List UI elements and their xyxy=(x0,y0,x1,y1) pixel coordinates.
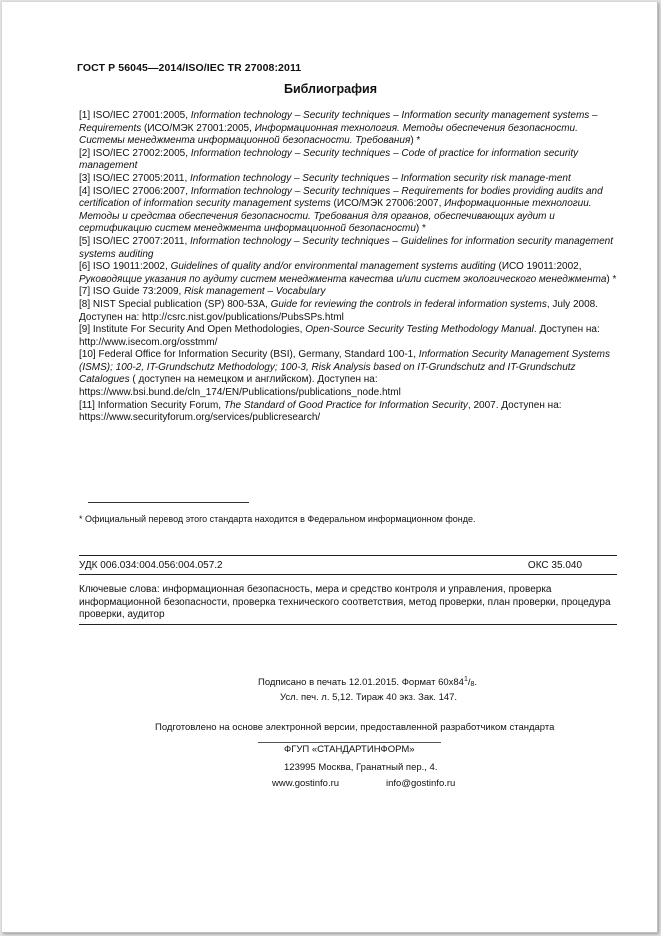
entry-title: Guide for reviewing the controls in federal information systems xyxy=(270,298,547,310)
entry-text: ISO/IEC 27006:2007, xyxy=(90,185,191,197)
entry-text: (ИСО 19011:2002, xyxy=(495,261,582,273)
entry-text: ISO Guide 73:2009, xyxy=(90,286,185,298)
entry-text: ISO/IEC 27007:2011, xyxy=(90,235,191,247)
bibliography-entry xyxy=(79,236,619,261)
entry-number: [7] xyxy=(79,286,91,298)
bibliography-entry xyxy=(79,173,619,186)
entry-text: . Доступен на: http://www.isecom.org/osstmm/ xyxy=(79,324,600,348)
entry-text: Federal Office for Information Security (BSI), Germany, Standard 100-1, xyxy=(95,349,419,361)
entry-title: Guidelines of quality and/or environmental management systems auditing xyxy=(170,261,496,273)
format-end: . xyxy=(474,677,478,688)
publisher-address: 123995 Москва, Гранатный пер., 4. xyxy=(284,762,438,773)
entry-text: ( доступен на немецком и английском). Доступен на: https://www.bsi.bund.de/cln_174/EN/Publications/publications_node.html xyxy=(79,374,401,399)
bibliography-entry xyxy=(79,186,619,236)
entry-tail: ) * xyxy=(410,135,421,147)
format-numerator: 1 xyxy=(463,676,468,683)
footnote: * Официальный перевод этого стандарта находится в Федеральном информационном фонде. xyxy=(79,514,476,524)
publisher-email[interactable]: info@gostinfo.ru xyxy=(386,778,456,789)
entry-title: Open-Source Security Testing Methodology Manual xyxy=(305,324,534,336)
entry-number: [1] xyxy=(79,110,91,121)
bibliography-entry xyxy=(79,148,619,173)
bibliography-entry xyxy=(79,110,619,148)
entry-title: Risk management – Vocabulary xyxy=(184,286,326,298)
prepared-note: Подготовлено на основе электронной версии, предоставленной разработчиком стандарта xyxy=(155,722,555,733)
bibliography-entry xyxy=(79,400,619,425)
bibliography-entry xyxy=(79,261,619,286)
print-info: Усл. печ. л. 5,12. Тираж 40 экз. Зак. 147. xyxy=(280,692,458,703)
entry-number: [6] xyxy=(79,261,91,273)
entry-text: NIST Special publication (SP) 800-53A, xyxy=(90,298,271,310)
bibliography-entry xyxy=(79,299,619,324)
entry-number: [9] xyxy=(79,324,91,336)
entry-title: Information technology – Security techniques – Requirements for bodies providing audits and certification of information security management systems xyxy=(79,185,603,210)
entry-number: [2] xyxy=(79,147,91,159)
entry-tail: ) * xyxy=(415,223,426,235)
entry-text: (ИСО/МЭК 27006:2007, xyxy=(330,198,445,210)
entry-title-ru: Информационные технологии. Методы и средства обеспечения безопасности. Требования для органов, обеспечивающих аудит и сертификацию систем менеджмента информационной безопасности xyxy=(79,198,592,235)
entry-text: ISO 19011:2002, xyxy=(90,261,171,273)
entry-number: [3] xyxy=(79,172,91,184)
classification-row xyxy=(79,560,582,571)
entry-tail: ) * xyxy=(606,273,617,285)
udk-bottom-rule xyxy=(79,574,617,575)
page-title: Библиография xyxy=(283,82,378,96)
signed-line: Подписано в печать 12.01.2015. Формат $60x84^1/8$. xyxy=(258,676,478,688)
udk-code: УДК 006.034:004.056:004.057.2 xyxy=(79,560,223,571)
keywords-rule xyxy=(79,624,617,625)
standard-header: ГОСТ Р 56045—2014/ISO/IEC TR 27008:2011 xyxy=(77,62,302,74)
bibliography-entry xyxy=(79,324,619,349)
entry-number: [10] xyxy=(79,349,96,361)
entry-number: [4] xyxy=(79,185,91,197)
entry-number: [11] xyxy=(79,399,95,411)
publisher-name: ФГУП «СТАНДАРТИНФОРМ» xyxy=(284,744,415,755)
bibliography-list xyxy=(79,110,619,425)
entry-number: [8] xyxy=(79,298,91,310)
entry-title: Information technology – Security techniques – Information security management systems – Requirements xyxy=(79,110,598,134)
entry-title: Information technology – Security techniques – Guidelines for information security management systems auditing xyxy=(79,235,614,260)
bibliography-entry xyxy=(79,286,619,299)
publisher-website[interactable]: www.gostinfo.ru xyxy=(272,778,340,789)
entry-title-ru: Руководящие указания по аудиту систем менеджмента качества и/или систем экологического менеджмента xyxy=(79,273,607,285)
bibliography-entry xyxy=(79,349,619,399)
entry-title: The Standard of Good Practice for Information Security xyxy=(223,399,468,411)
footnote-divider xyxy=(88,502,249,503)
entry-text: (ИСО/МЭК 27001:2005, xyxy=(141,122,255,134)
entry-title: Information Security Management Systems (ISMS); 100-2, IT-Grundschutz Methodology; 100-3, Risk Analysis based on IT-Grundschutz and IT-Grundschutz Catalogues xyxy=(79,349,610,386)
entry-text: Information Security Forum, xyxy=(94,399,224,411)
entry-text: , July 2008. Доступен на: http://csrc.nist.gov/publications/PubsSPs.html xyxy=(79,298,598,323)
format-denominator: 8 xyxy=(470,681,475,688)
entry-text: ISO/IEC 27001:2005, xyxy=(90,110,191,121)
entry-title-ru: Информационная технология. Методы обеспечения безопасности. Системы менеджмента информационной безопасности. Требования xyxy=(79,122,578,147)
signed-text: Подписано в печать 12.01.2015. Формат 60x84 xyxy=(258,677,464,688)
entry-number: [5] xyxy=(79,235,91,247)
entry-text: ISO/IEC 27002:2005, xyxy=(90,147,191,159)
entry-title: Information technology – Security techniques – Code of practice for information security management xyxy=(79,147,579,172)
keywords: Ключевые слова: информационная безопасность, мера и средство контроля и управления, проверка информационной безопасности, проверка технического соответствия, метод проверки, план проверки, процедура проверки, аудитор xyxy=(79,584,611,621)
entry-title: Information technology – Security techniques – Information security risk manage-ment xyxy=(190,172,571,184)
entry-text: , 2007. Доступен на: https://www.securityforum.org/services/publicresearch/ xyxy=(79,399,562,424)
oks-code: ОКС 35.040 xyxy=(527,560,582,571)
udk-top-rule xyxy=(79,555,617,556)
publisher-rule xyxy=(258,742,441,743)
entry-text: ISO/IEC 27005:2011, xyxy=(90,172,191,184)
entry-text: Institute For Security And Open Methodologies, xyxy=(90,324,306,336)
